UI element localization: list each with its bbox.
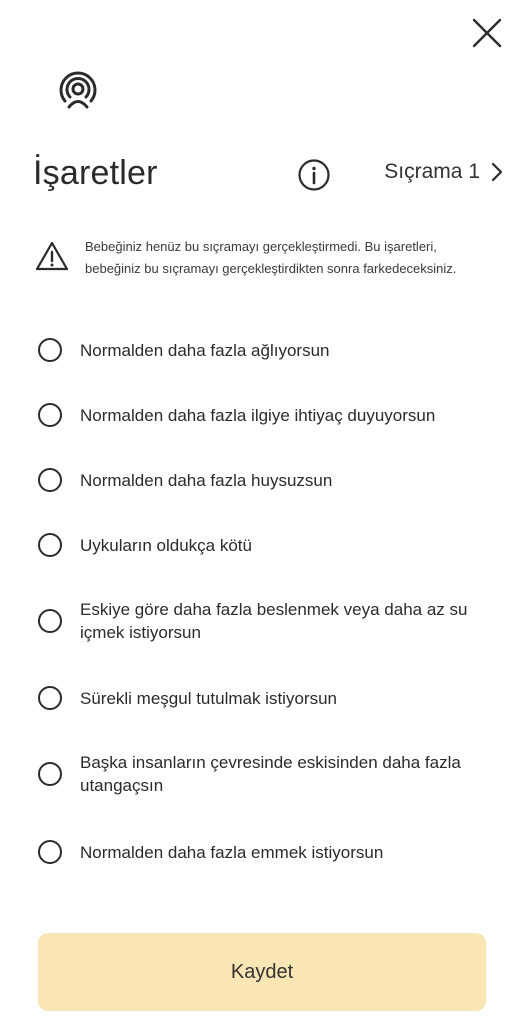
radio-button[interactable]: [38, 686, 62, 710]
sign-item[interactable]: [38, 468, 502, 492]
header-row: [33, 150, 504, 200]
leap-label: Sıçrama 1: [384, 160, 480, 183]
save-button-label: Kaydet: [230, 960, 294, 983]
radio-button[interactable]: [38, 468, 62, 492]
radio-button[interactable]: [38, 533, 62, 557]
radio-button[interactable]: [38, 338, 62, 362]
sign-label: Normalden daha fazla ilgiye ihtiyaç duyuyorsun: [80, 405, 436, 425]
sign-label: Eskiye göre daha fazla beslenmek veya daha az su içmek istiyorsun: [80, 600, 468, 642]
save-button[interactable]: [38, 933, 486, 1011]
sign-label: Sürekli meşgul tutulmak istiyorsun: [80, 688, 337, 708]
radio-button[interactable]: [38, 762, 62, 786]
info-icon: [297, 158, 331, 192]
sign-label: Uykuların oldukça kötü: [80, 535, 252, 555]
chevron-right-icon: [490, 161, 504, 183]
page-title: İşaretler: [33, 154, 158, 192]
radio-button[interactable]: [38, 609, 62, 633]
sign-item[interactable]: [38, 338, 502, 362]
warning-notice: [35, 236, 496, 286]
close-button[interactable]: [468, 14, 506, 52]
sign-item[interactable]: [38, 686, 502, 710]
close-icon: [468, 14, 506, 52]
sign-item[interactable]: [38, 751, 502, 797]
sign-item[interactable]: [38, 533, 502, 557]
sign-item[interactable]: [38, 840, 502, 864]
warning-text: Bebeğiniz henüz bu sıçramayı gerçekleştirmedi. Bu işaretleri, bebeğiniz bu sıçramayı gerçekleştirdikten sonra farkedeceksiniz.: [85, 239, 457, 276]
info-button[interactable]: [297, 158, 331, 192]
warning-icon: [35, 240, 69, 272]
radio-button[interactable]: [38, 403, 62, 427]
sign-item[interactable]: [38, 403, 502, 427]
radio-button[interactable]: [38, 840, 62, 864]
leap-selector[interactable]: [384, 160, 504, 184]
sign-label: Normalden daha fazla emmek istiyorsun: [80, 842, 384, 862]
sign-item[interactable]: [38, 598, 502, 644]
sign-label: Başka insanların çevresinde eskisinden daha fazla utangaçsın: [80, 753, 461, 795]
baby-signal-icon: [56, 68, 100, 112]
sign-label: Normalden daha fazla huysuzsun: [80, 470, 333, 490]
sign-label: Normalden daha fazla ağlıyorsun: [80, 340, 330, 360]
